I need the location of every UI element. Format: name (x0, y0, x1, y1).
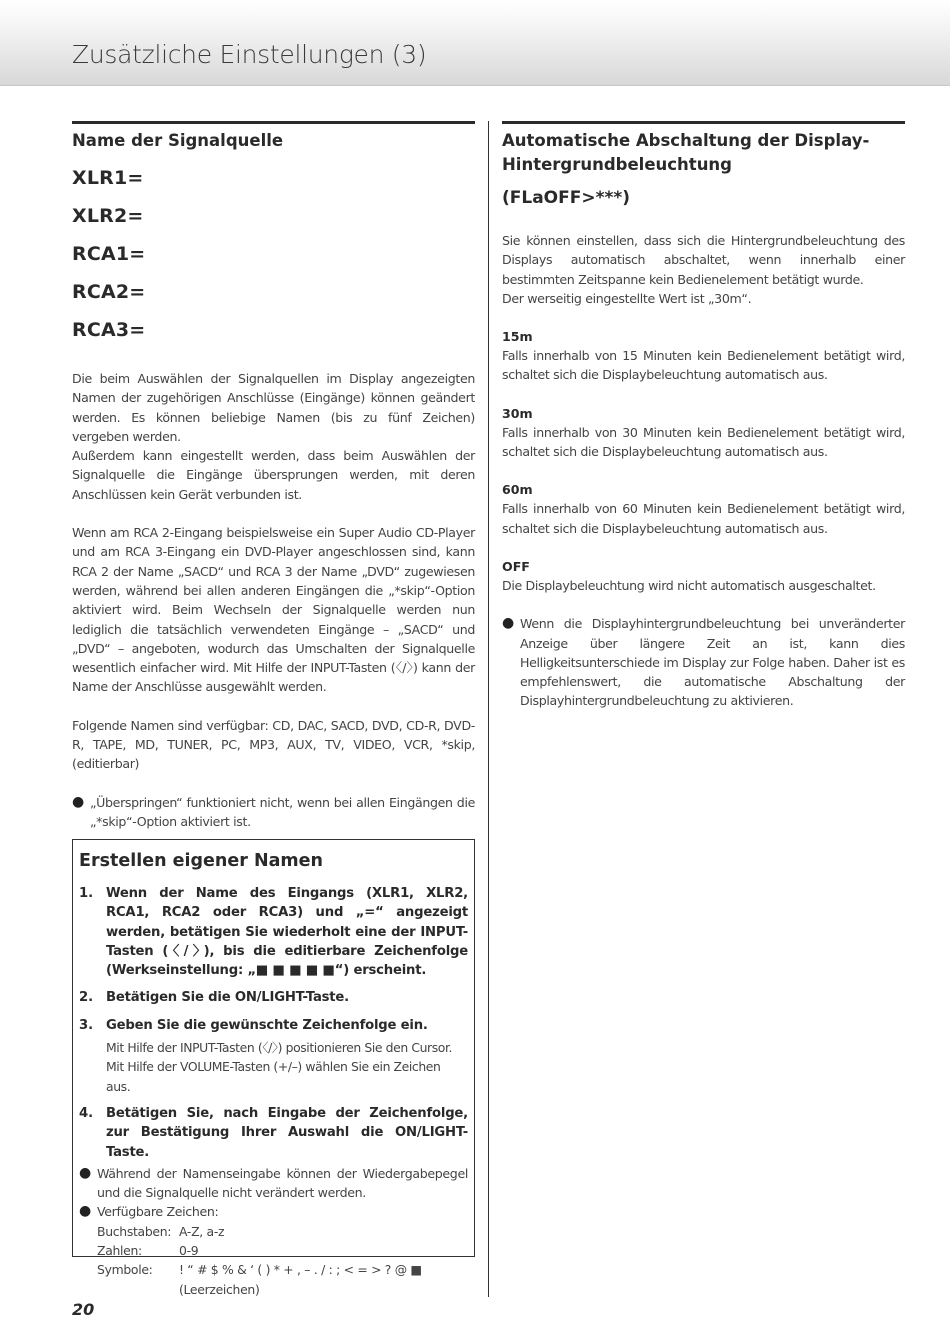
custom-names-box (72, 839, 475, 1297)
bullet-icon: ● (72, 793, 84, 810)
paragraph-intro: Sie können einstellen, dass sich die Hintergrundbeleuchtung des Displays automatisch abschaltet, wenn innerhalb einer bestimmten Zeitspanne kein Bedienelement betätigt wurde. (502, 233, 905, 287)
label-xlr1: XLR1= (72, 167, 144, 189)
paragraph-example: Wenn am RCA 2-Eingang beispielsweise ein Super Audio CD-Player und am RCA 3-Eingang ein DVD-Player angeschlossen sind, kann RCA 2 der Name „SACD“ und RCA 3 der Name „DVD“ zugewiesen werden, während bei allen anderen Eingängen die „*skip“-Option aktiviert wird. Beim Wechseln der Signalquelle werden nun lediglich die tatsächlich verwendeten Eingänge – „SACD“ und „DVD“ – angeboten, wodurch das Umschalten der Signalquelle wesentlich einfacher wird. Mit Hilfe der INPUT-Tasten (〈/〉) kann der Name der Anschlüsse ausgewählt werden. (72, 525, 475, 695)
paragraph-names: Die beim Auswählen der Signalquellen im Display angezeigten Namen der zugehörigen Anschlüsse (Eingänge) können geändert werden. Es können beliebige Namen (bis zu fünf Zeichen) vergeben werden. (72, 371, 475, 444)
page-header (0, 0, 950, 86)
option-15m (502, 327, 905, 385)
option-label: OFF (502, 558, 530, 574)
step-heading: Betätigen Sie die ON/LIGHT-Taste. (106, 990, 349, 1006)
note-text: Während der Namenseingabe können der Wiedergabepegel und die Signalquelle nicht verändert werden. (97, 1165, 468, 1201)
display-code: (FLaOFF>***) (502, 188, 631, 208)
step-number: 1. (79, 886, 94, 901)
option-text: Falls innerhalb von 60 Minuten kein Bedienelement betätigt wird, schaltet sich die Displaybeleuchtung automatisch aus. (502, 501, 905, 536)
paragraph-available-names: Folgende Namen sind verfügbar: CD, DAC, SACD, DVD, CD-R, DVD-R, TAPE, MD, TUNER, PC, MP3, AUX, TV, VIDEO, VCR, *skip, (editierbar) (72, 717, 475, 772)
step-3 (79, 1016, 468, 1096)
page-number: 20 (72, 1300, 95, 1319)
note-available-chars (79, 1202, 468, 1221)
step-1 (79, 884, 468, 980)
bullet-icon: ● (502, 615, 514, 632)
step-number: 4. (79, 1105, 94, 1121)
step-heading: Wenn der Name des Eingangs (XLR1, XLR2, RCA1, RCA2 oder RCA3) und „=“ angezeigt werden, betätigen Sie wiederholt eine der INPUT-Tasten (〈/〉), bis die editierbare Zeichenfolge (Werkseinstellung: „■ ■ ■ ■ ■“) erscheint. (106, 886, 468, 979)
chars-key-numbers: Zahlen: (97, 1243, 142, 1259)
option-label: 30m (502, 405, 533, 421)
note-backlight (502, 614, 905, 710)
chars-value-letters: A-Z, a-z (179, 1223, 225, 1239)
chars-key-symbols: Symbole: (97, 1262, 153, 1278)
label-rca2: RCA2= (72, 281, 146, 303)
note-text: Verfügbare Zeichen: (97, 1204, 219, 1220)
section-rule (502, 121, 905, 124)
section-rule (72, 121, 475, 124)
option-text: Die Displaybeleuchtung wird nicht automatisch ausgeschaltet. (502, 577, 876, 593)
paragraph-skip: Außerdem kann eingestellt werden, dass beim Auswählen der Signalquelle die Eingänge übersprungen werden, mit deren Anschlüssen kein Gerät verbunden ist. (72, 448, 475, 502)
step-heading: Betätigen Sie, nach Eingabe der Zeichenfolge, zur Bestätigung Ihrer Auswahl die ON/LIGHT-Taste. (106, 1105, 468, 1160)
paragraph-default: Der werseitig eingestellte Wert ist „30m“. (502, 290, 752, 306)
note-text: Wenn die Displayhintergrundbeleuchtung bei unveränderter Anzeige über längere Zeit an ist, kann dies Helligkeitsunterschiede im Display zur Folge haben. Daher ist es empfehlenswert, die automatische Abschaltung der Displayhintergrundbeleuchtung zu aktivieren. (520, 616, 905, 709)
chars-key-letters: Buchstaben: (97, 1223, 172, 1239)
label-rca3: RCA3= (72, 319, 146, 341)
section-title-backlight: Automatische Abschaltung der Display-Hintergrundbeleuchtung (502, 131, 870, 174)
bullet-icon: ● (79, 1164, 91, 1181)
option-text: Falls innerhalb von 15 Minuten kein Bedienelement betätigt wird, schaltet sich die Displaybeleuchtung automatisch aus. (502, 348, 905, 383)
bullet-icon: ● (79, 1203, 91, 1220)
option-label: 60m (502, 482, 533, 498)
option-label: 15m (502, 329, 533, 345)
label-rca1: RCA1= (72, 243, 146, 265)
column-divider (488, 121, 489, 1297)
note-input-lock (79, 1164, 468, 1203)
note-skip (72, 793, 475, 832)
character-table (79, 1222, 468, 1299)
option-off (502, 557, 905, 595)
box-title: Erstellen eigener Namen (79, 851, 323, 871)
section-title-signal-source: Name der Signalquelle (72, 131, 284, 150)
page-title: Zusätzliche Einstellungen (3) (72, 40, 427, 69)
step-heading: Geben Sie die gewünschte Zeichenfolge ein. (106, 1017, 428, 1033)
option-60m (502, 480, 905, 538)
step-detail-cursor: Mit Hilfe der INPUT-Tasten (〈/〉) positionieren Sie den Cursor. (106, 1040, 453, 1056)
chars-value-symbols: ! “ # $ % & ‘ ( ) * + , – . / : ; < = > ? @ ■ (Leerzeichen) (179, 1262, 422, 1297)
option-30m (502, 404, 905, 462)
step-number: 2. (79, 990, 94, 1006)
step-detail-character: Mit Hilfe der VOLUME-Tasten (+/–) wählen Sie ein Zeichen aus. (106, 1059, 441, 1094)
left-column (72, 121, 475, 831)
label-xlr2: XLR2= (72, 205, 144, 227)
option-text: Falls innerhalb von 30 Minuten kein Bedienelement betätigt wird, schaltet sich die Displaybeleuchtung automatisch aus. (502, 424, 905, 460)
right-column (502, 121, 905, 711)
step-4 (79, 1104, 468, 1162)
step-2 (79, 988, 468, 1007)
note-text: „Überspringen“ funktioniert nicht, wenn bei allen Eingängen die „*skip“-Option aktiviert ist. (90, 794, 475, 829)
step-number: 3. (79, 1017, 94, 1033)
chars-value-numbers: 0-9 (179, 1243, 199, 1259)
